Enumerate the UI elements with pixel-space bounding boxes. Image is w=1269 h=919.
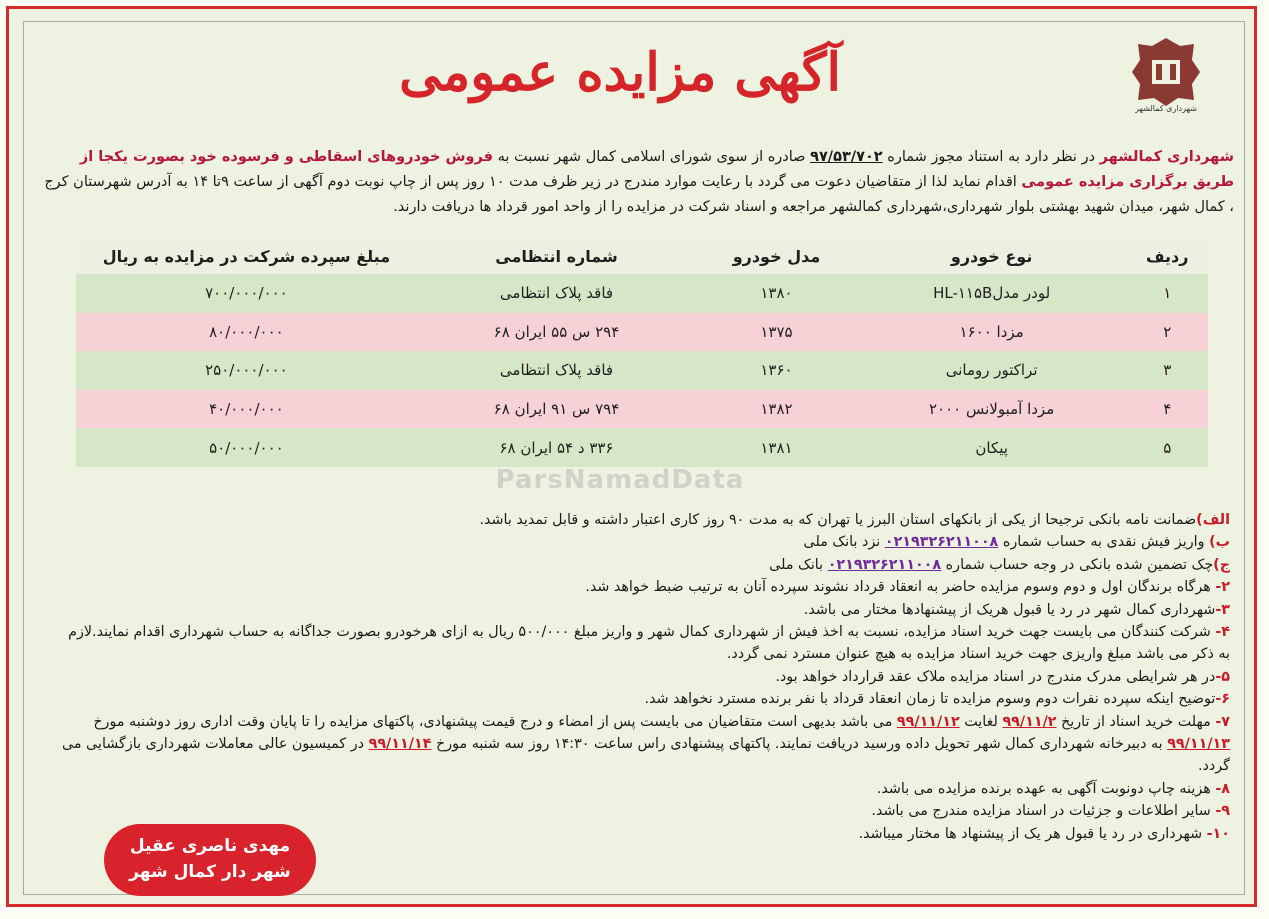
term-text: به دبیرخانه شهرداری کمال شهر تحویل داده ورسید دریافت نمایند. پاکتهای پیشنهادی راس ساعت ۱۴:۳۰ روز سه شنبه مورخ [431,736,1168,753]
municipality-logo-icon [1130,34,1202,108]
term-text: بانک ملی [769,556,828,573]
cell-model: ۱۳۷۵ [696,313,857,352]
term-c [52,554,1230,576]
term-label: الف) [1196,512,1230,528]
term-label: ب) [1209,534,1230,551]
date-value: ۹۹/۱۱/۱۳ [1167,736,1230,753]
term-text: در کمیسیون عالی معاملات شهرداری بازگشایی می گردد. [61,736,1230,775]
cell-row-no: ۴ [1126,390,1208,429]
page-title: آگهی مزایده عمومی [399,42,841,103]
cell-vehicle-type: پیکان [857,428,1127,467]
watermark: ParsNamadData [495,465,745,495]
date-value: ۹۹/۱۱/۱۴ [368,736,432,753]
cell-plate: فاقد پلاک انتظامی [417,274,696,313]
signatory-name: مهدی ناصری عقیل [129,836,291,856]
term-text: شرکت کنندگان می بایست جهت خرید اسناد مزایده، نسبت به اخذ فیش از شهرداری کمال شهر و واریز مبلغ ۵۰۰/۰۰۰ ریال به ازای هرخودرو بصورت جداگانه به حساب شهرداری اقدام نمایند.لازم به ذکر می باشد مبلغ واریزی جهت خرید اسناد مزایده به هیچ عنوان مسترد نمی گردد. [68,624,1230,663]
term-text: در هر شرایطی مدرک مندرج در اسناد مزایده ملاک عقد قرارداد خواهد بود. [775,668,1216,685]
cell-plate: ۷۹۴ س ۹۱ ایران ۶۸ [417,390,696,429]
cell-row-no: ۵ [1126,428,1208,467]
term-label: ۵- [1215,668,1230,685]
term-5 [52,666,1230,688]
term-label: ۸- [1215,780,1230,797]
date-value: ۹۹/۱۱/۱۲ [896,713,960,730]
table-row [76,313,1208,352]
term-text: هرگاه برندگان اول و دوم وسوم مزایده حاضر به انعقاد قرداد نشوند سپرده آنان به ترتیب ضبط خواهد شد. [585,579,1216,596]
cell-vehicle-type: تراکتور رومانی [857,351,1127,390]
intro-paragraph [38,145,1234,220]
signature-badge [104,824,316,896]
table-row [76,428,1208,467]
table-row [76,351,1208,390]
term-text: مهلت خرید اسناد از تاریخ [1056,713,1216,730]
term-label: ۷- [1215,713,1230,730]
table-row [76,390,1208,429]
cell-deposit: ۵۰/۰۰۰/۰۰۰ [76,428,417,467]
cell-model: ۱۳۸۲ [696,390,857,429]
col-header-vehicle-type: نوع خودرو [857,239,1127,274]
cell-deposit: ۴۰/۰۰۰/۰۰۰ [76,390,417,429]
term-label: ۶- [1215,691,1230,708]
cell-model: ۱۳۶۰ [696,351,857,390]
term-text: می باشد بدیهی است متقاضیان می بایست پس از امضاء و درج قیمت پیشنهادی، پاکتهای مزایده را تا پایان وقت اداری روز دوشنبه مورخ [93,713,897,730]
term-a [52,509,1230,531]
date-value: ۹۹/۱۱/۲ [1002,713,1057,730]
cell-vehicle-type: مزدا ۱۶۰۰ [857,313,1127,352]
term-label: ۱۰- [1206,825,1230,842]
term-b [52,531,1230,553]
col-header-row-no: ردیف [1126,239,1208,274]
col-header-model: مدل خودرو [696,239,857,274]
term-text: هزینه چاپ دونوبت آگهی به عهده برنده مزایده می باشد. [876,780,1216,797]
table-row [76,274,1208,313]
term-text: ضمانت نامه بانکی ترجیحا از یکی از بانکهای استان البرز یا تهران که به مدت ۹۰ روز کاری اعتبار داشته و قابل تمدید باشد. [479,512,1197,528]
term-9 [52,800,1230,822]
account-number: ۰۲۱۹۳۲۶۲۱۱۰۰۸ [827,556,942,573]
intro-text-2: صادره از سوی شورای اسلامی کمال شهر نسبت به [493,149,811,165]
signatory-role: شهر دار کمال شهر [129,862,291,882]
cell-vehicle-type: مزدا آمبولانس ۲۰۰۰ [857,390,1127,429]
term-label: ۲- [1215,579,1230,596]
cell-deposit: ۷۰۰/۰۰۰/۰۰۰ [76,274,417,313]
cell-row-no: ۲ [1126,313,1208,352]
col-header-deposit: مبلغ سپرده شرکت در مزایده به ریال [76,239,417,274]
intro-highlight: فروش خودروهای اسقاطی و فرسوده خود بصورت یکجا از طریق برگزاری مزایده عمومی [79,149,1234,190]
org-name: شهرداری کمالشهر [1099,149,1234,165]
term-4 [52,621,1230,666]
col-header-plate: شماره انتظامی [417,239,696,274]
term-text: چک تضمین شده بانکی در وجه حساب شماره [941,556,1214,573]
term-2 [52,576,1230,598]
cell-row-no: ۱ [1126,274,1208,313]
vehicle-table [76,239,1208,467]
term-label: ۳- [1215,601,1230,618]
intro-text-1: در نظر دارد به استناد مجوز شماره [882,149,1100,165]
cell-model: ۱۳۸۰ [696,274,857,313]
permit-number: ۹۷/۵۳/۷۰۲ [810,149,883,165]
term-label: ۴- [1215,624,1230,641]
logo-caption: شهرداری کمالشهر [1135,104,1197,113]
term-text: نزد بانک ملی [803,534,885,551]
cell-plate: فاقد پلاک انتظامی [417,351,696,390]
term-8 [52,778,1230,800]
cell-plate: ۳۳۶ د ۵۴ ایران ۶۸ [417,428,696,467]
term-7 [52,711,1230,778]
term-label: ۹- [1215,803,1230,820]
cell-deposit: ۲۵۰/۰۰۰/۰۰۰ [76,351,417,390]
term-text: توضیح اینکه سپرده نفرات دوم وسوم مزایده تا زمان انعقاد قرداد با نفر برنده مسترد نخواهد شد. [644,691,1216,708]
cell-plate: ۲۹۴ س ۵۵ ایران ۶۸ [417,313,696,352]
cell-row-no: ۳ [1126,351,1208,390]
cell-model: ۱۳۸۱ [696,428,857,467]
term-6 [52,688,1230,710]
account-number: ۰۲۱۹۳۲۶۲۱۱۰۰۸ [884,534,999,551]
term-text: سایر اطلاعات و جزئیات در اسناد مزایده مندرج می باشد. [871,803,1216,820]
terms-list [52,509,1230,845]
term-text: واریز فیش نقدی به حساب شماره [998,534,1210,551]
cell-vehicle-type: لودر مدلHL-۱۱۵B [857,274,1127,313]
term-text: لغایت [959,713,1003,730]
term-3 [52,599,1230,621]
term-label: ج) [1213,556,1230,573]
cell-deposit: ۸۰/۰۰۰/۰۰۰ [76,313,417,352]
table-header-row [76,239,1208,274]
term-text: شهرداری کمال شهر در رد یا قبول هریک از پیشنهادها مختار می باشد. [803,601,1216,618]
intro-text-3: اقدام نماید لذا از متقاضیان دعوت می گردد با رعایت موارد مندرج در زیر ظرف مدت ۱۰ روز پس از چاپ نوبت دوم آگهی از ساعت ۹تا ۱۴ به آدرس شهرستان کرج ، کمال شهر، میدان شهید بهشتی بلوار شهرداری،شهرداری کمالشهر مراجعه و اسناد شرکت در مزایده را از واحد امور قرداد ها دریافت دارند. [44,174,1234,215]
term-text: شهرداری در رد یا قبول هر یک از پیشنهاد ها مختار میباشد. [858,825,1207,842]
